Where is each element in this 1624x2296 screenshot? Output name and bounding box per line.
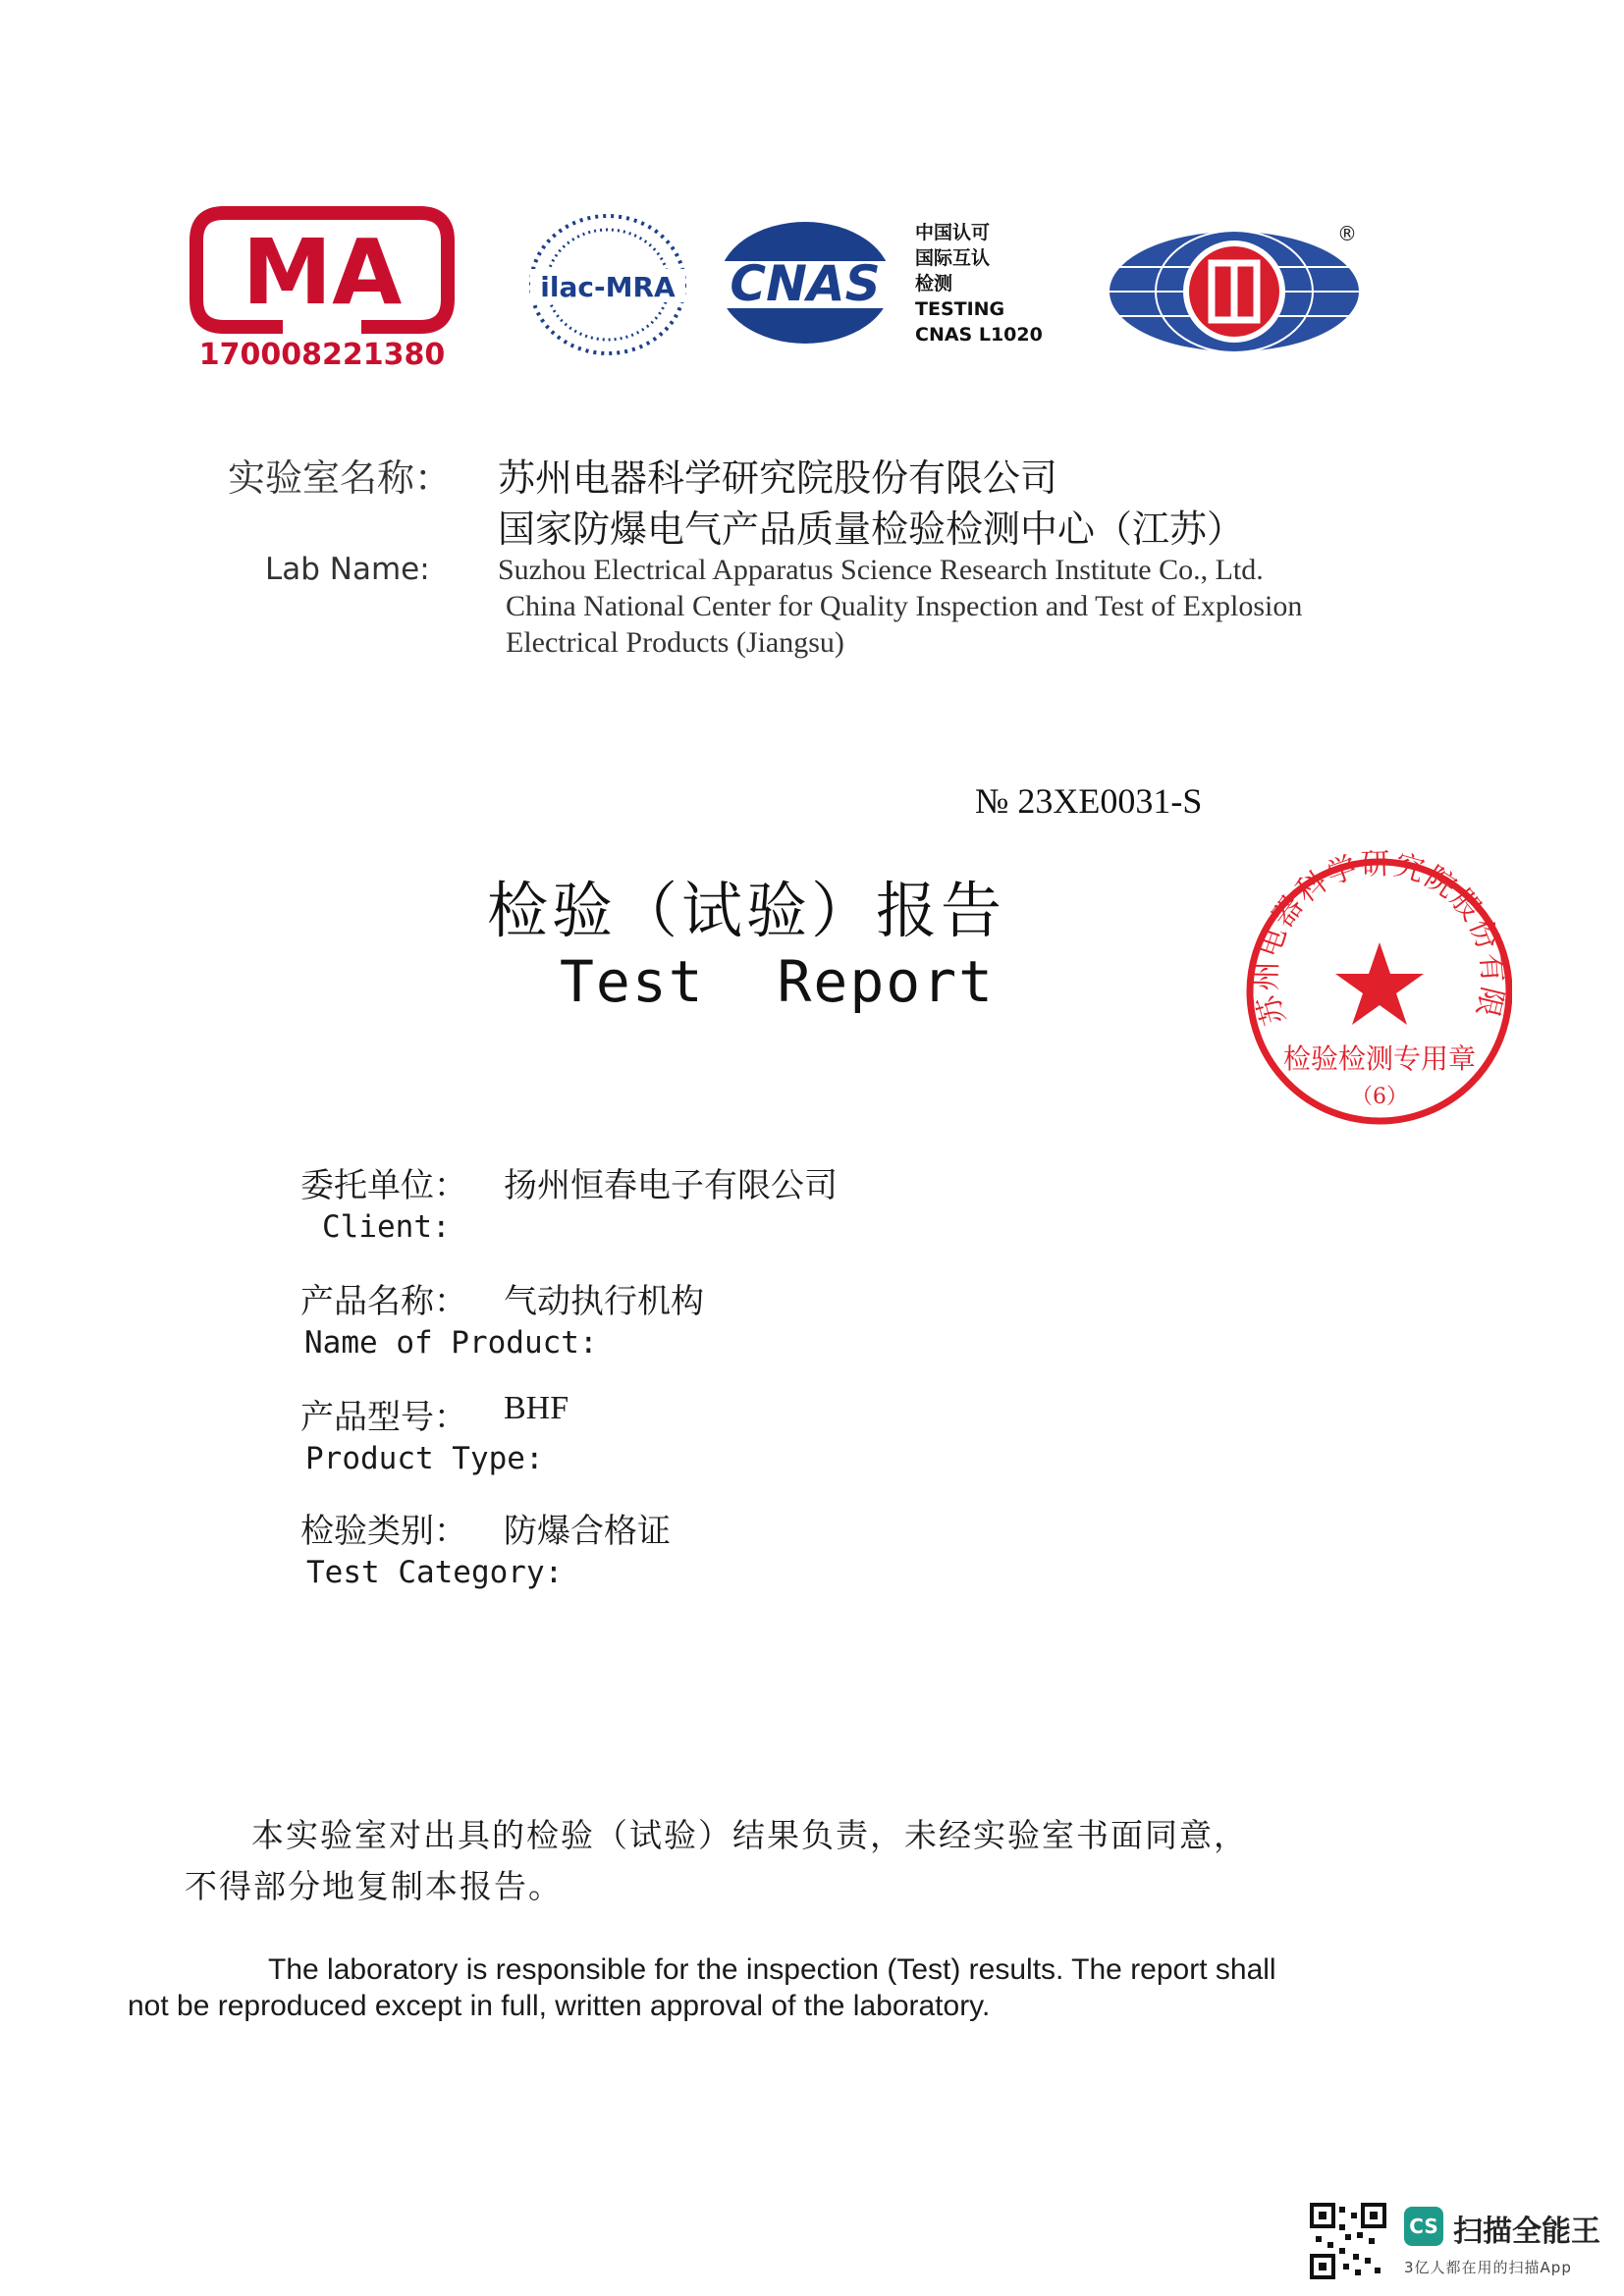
disclaimer-zh-line1: 本实验室对出具的检验（试验）结果负责，未经实验室书面同意，: [251, 1816, 1248, 1854]
seal-number: （6）: [1351, 1085, 1408, 1109]
cnas-text: CNAS: [730, 255, 881, 312]
lab-name-en-line2: China National Center for Quality Inspection and Test of Explosion: [506, 590, 1303, 622]
product-name-label-zh: 产品名称：: [300, 1282, 467, 1321]
client-label-en: Client:: [322, 1209, 451, 1245]
cma-logo: [185, 201, 460, 373]
seal-ring-text: 苏州电器科学研究院股份有限: [1249, 846, 1510, 1030]
client-label-zh: 委托单位：: [300, 1166, 467, 1205]
camscanner-app-name: 扫描全能王: [1453, 2215, 1600, 2249]
client-value: 扬州恒春电子有限公司: [504, 1166, 838, 1205]
test-category-value: 防爆合格证: [504, 1512, 671, 1551]
ilac-text: ilac-MRA: [540, 271, 676, 303]
product-type-value: BHF: [504, 1390, 569, 1426]
product-type-label-zh: 产品型号：: [300, 1398, 467, 1437]
cnas-logo: [715, 218, 895, 347]
report-title-zh: 检验（试验）报告: [487, 875, 1006, 946]
cnas-accreditation-text: [915, 220, 1062, 347]
disclaimer-en-line1: The laboratory is responsible for the inspection (Test) results. The report shall: [268, 1953, 1276, 1986]
cnas-line: CNAS L1020: [915, 324, 1043, 346]
test-category-label-zh: 检验类别：: [300, 1512, 467, 1551]
report-title-en: Test Report: [560, 948, 996, 1015]
lab-name-zh-line2: 国家防爆电气产品质量检验检测中心（江苏）: [498, 507, 1245, 551]
lab-label-zh: 实验室名称：: [228, 456, 453, 500]
cma-number: 170008221380: [198, 338, 446, 372]
camscanner-tagline: 3亿人都在用的扫描App: [1404, 2259, 1572, 2276]
disclaimer-zh-line2: 不得部分地复制本报告。: [185, 1867, 563, 1905]
disclaimer-en-line2: not be reproduced except in full, written approval of the laboratory.: [128, 1990, 991, 2022]
ilac-mra-logo: [526, 210, 689, 359]
lab-name-zh-line1: 苏州电器科学研究院股份有限公司: [498, 456, 1058, 500]
lab-name-en-line3: Electrical Products (Jiangsu): [506, 626, 844, 659]
cnas-line: 国际互认: [915, 247, 991, 269]
test-category-label-en: Test Category:: [306, 1555, 564, 1590]
lab-label-en: Lab Name:: [265, 552, 430, 587]
camscanner-badge: CS: [1404, 2207, 1443, 2246]
cnas-line: 中国认可: [915, 222, 991, 243]
seal-center-text: 检验检测专用章: [1282, 1042, 1477, 1075]
cnas-line: TESTING: [915, 298, 1005, 320]
product-type-label-en: Product Type:: [305, 1441, 544, 1476]
cqm-globe-logo: [1106, 228, 1363, 355]
inspection-seal: [1227, 844, 1512, 1139]
cma-letters: MA: [242, 220, 403, 325]
product-name-value: 气动执行机构: [504, 1282, 704, 1321]
product-name-label-en: Name of Product:: [304, 1325, 598, 1361]
qr-code: [1310, 2203, 1386, 2279]
registered-mark: ®: [1337, 222, 1357, 245]
lab-name-en-line1: Suzhou Electrical Apparatus Science Research Institute Co., Ltd.: [498, 554, 1264, 586]
cnas-line: 检测: [915, 273, 953, 294]
report-number: № 23XE0031-S: [975, 781, 1203, 821]
